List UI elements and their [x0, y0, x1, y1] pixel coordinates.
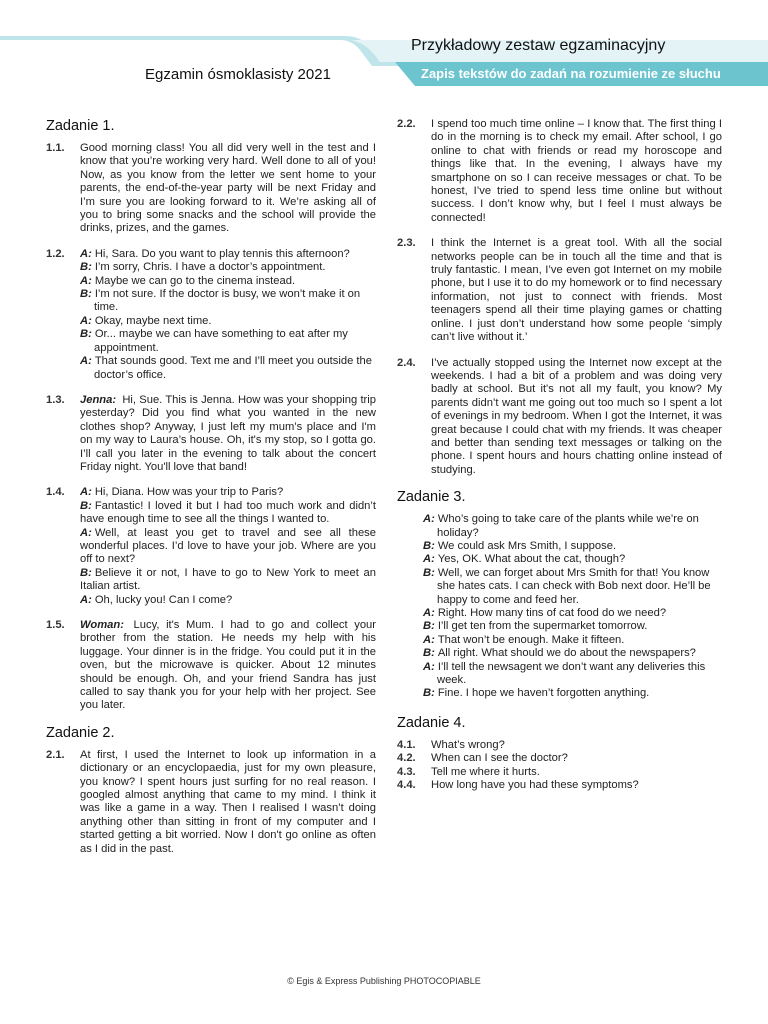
speaker: B:: [423, 566, 435, 579]
item-text: I think the Internet is a great tool. With all the social networks people can be in touch all the time and that is truly fantastic. I mean, I’ve even got Internet on my mobile phone, but I use it to do my homework or to find necessary information, not just to connect with friends. Most teenagers spend all their time playing games or chatting online. I just don’t understand how some people ‘simply can’t live without it.’: [431, 237, 722, 344]
utterance: I’m sorry, Chris. I have a doctor’s appointment.: [94, 261, 326, 274]
dialogue-line: [423, 513, 722, 540]
item-1-2: [46, 248, 376, 382]
list-item: [397, 752, 722, 765]
speaker: A:: [80, 593, 92, 606]
speaker: A:: [80, 486, 92, 499]
speaker: A:: [423, 660, 435, 673]
speaker: A:: [80, 526, 92, 539]
utterance: Oh, lucky you! Can I come?: [94, 593, 233, 606]
speaker: B:: [423, 539, 435, 552]
utterance: That won’t be enough. Make it fifteen.: [437, 633, 625, 646]
speaker: A:: [423, 513, 435, 526]
exam-title: Egzamin ósmoklasisty 2021: [145, 66, 331, 83]
item-number: 1.1.: [46, 142, 65, 154]
section-heading-zadanie-4: Zadanie 4.: [397, 714, 466, 731]
page-subtitle: Zapis tekstów do zadań na rozumienie ze słuchu: [421, 66, 721, 81]
item-1-1: [46, 142, 376, 236]
item-1-4: [46, 486, 376, 607]
utterance: Right. How many tins of cat food do we need?: [437, 607, 667, 619]
speaker: B:: [80, 288, 92, 301]
item-text: What’s wrong?: [431, 738, 505, 751]
dialogue-line: [423, 553, 722, 566]
speaker: B:: [80, 566, 92, 579]
dialogue-line: [423, 687, 722, 700]
speaker: B:: [423, 647, 435, 660]
speaker: A:: [80, 314, 92, 327]
section-heading-zadanie-1: Zadanie 1.: [46, 118, 115, 134]
speaker: A:: [80, 247, 92, 260]
item-number: 2.4.: [397, 356, 416, 369]
item-text: How long have you had these symptoms?: [431, 779, 639, 792]
utterance: All right. What should we do about the newspapers?: [437, 647, 696, 660]
dialogue-line: [80, 288, 376, 315]
utterance: Fine. I hope we haven’t forgotten anything.: [437, 687, 650, 700]
list-item: [397, 739, 722, 752]
item-number: 2.3.: [397, 237, 416, 250]
item-2-3: [397, 237, 722, 344]
speaker: B:: [80, 328, 92, 341]
item-number: 2.2.: [397, 118, 416, 130]
item-number: 2.1.: [46, 748, 65, 761]
dialogue: [80, 248, 376, 382]
dialogue-zadanie-3: [397, 513, 722, 701]
right-column: [397, 118, 722, 792]
dialogue-line: [80, 275, 376, 288]
dialogue-line: [80, 248, 376, 261]
speaker: A:: [423, 553, 435, 566]
utterance: Maybe we can go to the cinema instead.: [94, 274, 296, 287]
utterance: We could ask Mrs Smith, I suppose.: [437, 539, 617, 552]
item-number: 1.4.: [46, 486, 65, 499]
utterance: Hi, Sara. Do you want to play tennis this afternoon?: [94, 247, 350, 260]
item-number: 4.4.: [397, 779, 416, 792]
item-2-2: [397, 118, 722, 225]
dialogue-line: [423, 540, 722, 553]
item-1-3: [46, 394, 376, 474]
utterance: Lucy, it's Mum. I had to go and collect your brother from the station. He needs my help with his luggage. Your dinner is in the fridge. You could put it in the oven, but the microwave is quicker. About 12 minutes should be enough. Oh, and your friend Sandra has just called to say thank you for your help with her project. See you later.: [80, 619, 376, 712]
item-text: I spend too much time online – I know that. The first thing I do in the morning is to check my email. After school, I go online to chat with friends or read my horoscope and things like that. In the evening, I always have my smartphone on so I can receive messages or chat. To be honest, I’ve tried to spend less time online but without success. I don’t know why, but I feel I must always be connected!: [431, 118, 722, 224]
item-number: 4.2.: [397, 752, 416, 765]
utterance: Fantastic! I loved it but I had too much work and didn’t have enough time to see all the things I wanted to.: [80, 499, 376, 526]
utterance: Well, we can forget about Mrs Smith for that! You know she hates cats. I can check with Bob next door. He’ll be happy to come and feed her.: [437, 566, 711, 606]
dialogue-line: [80, 328, 376, 355]
item-2-4: [397, 357, 722, 478]
item-1-5: [46, 619, 376, 713]
utterance: Okay, maybe next time.: [94, 314, 212, 327]
page-title: Przykładowy zestaw egzaminacyjny: [411, 37, 666, 54]
speaker: B:: [423, 620, 435, 633]
dialogue-line: [423, 607, 722, 620]
utterance: Well, at least you get to travel and see all these wonderful places. I’d love to have your job. Where are you off to next?: [80, 526, 376, 566]
dialogue-line: [80, 567, 376, 594]
item-text: I’ve actually stopped using the Internet now except at the weekends. I had a bit of a problem and was doing very badly at school. But it's not all my fault, you know? My parents didn’t want me going out too much so I spent a lot of evenings in my bedroom. When I got the Internet, it was great because I could chat with my friends. It was cheaper and better than sending text messages or talking on the phone. I spent hours and hours chatting online instead of studying.: [431, 356, 722, 476]
dialogue-line: [80, 500, 376, 527]
item-text: Tell me where it hurts.: [431, 765, 540, 778]
item-number: 1.3.: [46, 393, 65, 406]
utterance: Hi, Diana. How was your trip to Paris?: [94, 486, 284, 499]
speaker: B:: [423, 687, 435, 700]
utterance: I’m not sure. If the doctor is busy, we won’t make it on time.: [94, 288, 361, 314]
section-heading-zadanie-3: Zadanie 3.: [397, 489, 466, 506]
speaker: A:: [80, 274, 92, 287]
list-zadanie-4: [397, 739, 722, 793]
dialogue-line: [80, 486, 376, 499]
speaker: A:: [423, 633, 435, 646]
speaker: Jenna:: [80, 393, 117, 406]
utterance: Or... maybe we can have something to eat after my appointment.: [94, 328, 348, 354]
utterance: Yes, OK. What about the cat, though?: [437, 553, 626, 566]
item-2-1: [46, 749, 376, 856]
dialogue-line: [423, 620, 722, 633]
speaker: Woman:: [80, 619, 124, 631]
dialogue-line: [423, 634, 722, 647]
item-text: When can I see the doctor?: [431, 752, 568, 765]
dialogue-line: [423, 567, 722, 607]
dialogue-line: [80, 315, 376, 328]
dialogue-line: [80, 527, 376, 567]
utterance: That sounds good. Text me and I’ll meet you outside the doctor’s office.: [94, 355, 372, 381]
item-number: 4.1.: [397, 738, 416, 751]
section-heading-zadanie-2: Zadanie 2.: [46, 724, 115, 741]
speaker: A:: [80, 355, 92, 368]
speaker: B:: [80, 261, 92, 274]
utterance: Hi, Sue. This is Jenna. How was your shopping trip yesterday? Did you find what you wanted in the new clothes shop? Anyway, I just left my mum’s place and I'm on my way to Laura’s house. Oh, it's my stop, so I gotta go. I’ll call you later in the evening to talk about the concert Friday night. You'll love that band!: [80, 393, 376, 473]
dialogue-line: [423, 661, 722, 688]
list-item: [397, 766, 722, 779]
left-column: [46, 118, 376, 868]
item-text: At first, I used the Internet to look up information in a dictionary or an encyclopaedia, just for my own pleasure, you know? I spent hours just surfing for no real reason. I googled almost anything that came to my mind. I think it was like a game in a way. Then I realised I wasn’t doing anything other than sitting in front of my computer and I started getting a bit worried. Now I don't go online as often as I did in the past.: [80, 748, 376, 855]
dialogue: [80, 486, 376, 607]
item-number: 1.2.: [46, 247, 65, 260]
speaker: B:: [80, 499, 92, 512]
utterance: I’ll get ten from the supermarket tomorrow.: [437, 620, 648, 633]
item-number: 1.5.: [46, 619, 65, 631]
dialogue-line: [80, 355, 376, 382]
utterance: I’ll tell the newsagent we don’t want any deliveries this week.: [437, 660, 706, 687]
item-text: [80, 394, 376, 474]
item-text: [80, 619, 376, 713]
dialogue-line: [80, 594, 376, 607]
copyright-footer: © Egis & Express Publishing PHOTOCOPIABLE: [287, 976, 481, 986]
dialogue-line: [80, 261, 376, 274]
item-text: Good morning class! You all did very well in the test and I know that you’re working very hard. Well done to all of you! Now, as you know from the letter we sent home to your parents, the end-of-the-year party will be next Friday and I’m sure you are looking forward to it. We’re asking all of you to bring some snacks and the school will provide the drinks, prizes, and the games.: [80, 142, 376, 235]
list-item: [397, 779, 722, 792]
dialogue-line: [423, 647, 722, 660]
speaker: A:: [423, 607, 435, 619]
utterance: Believe it or not, I have to go to New York to meet an Italian artist.: [80, 566, 376, 593]
utterance: Who’s going to take care of the plants while we’re on holiday?: [437, 513, 699, 539]
item-number: 4.3.: [397, 765, 416, 778]
